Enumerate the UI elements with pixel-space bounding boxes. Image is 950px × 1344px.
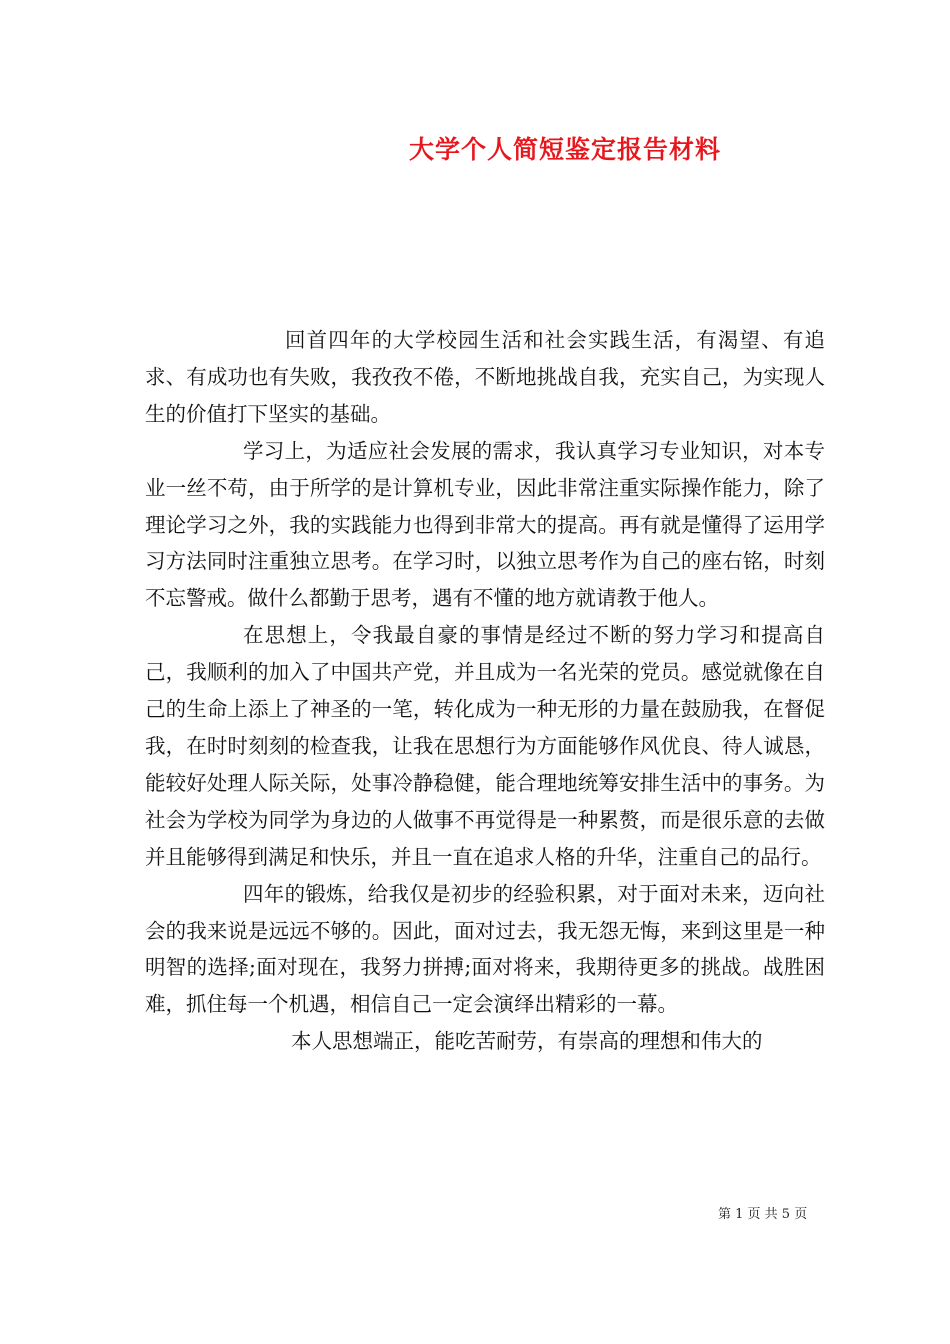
paragraph-review: 回首四年的大学校园生活和社会实践生活，有渴望、有追求、有成功也有失败，我孜孜不倦，不断地挑战自我，充实自己，为实现人生的价值打下坚实的基础。: [145, 328, 825, 426]
paragraph-thought: 在思想上，令我最自豪的事情是经过不断的努力学习和提高自己，我顺利的加入了中国共产党，并且成为一名光荣的党员。感觉就像在自己的生命上添上了神圣的一笔，转化成为一种无形的力量在鼓励我，在督促我，在时时刻刻的检查我，让我在思想行为方面能够作风优良、待人诚恳，能较好处理人际关际，处事冷静稳健，能合理地统筹安排生活中的事务。为社会为学校为同学为身边的人做事不再觉得是一种累赘，而是很乐意的去做并且能够得到满足和快乐，并且一直在追求人格的升华，注重自己的品行。: [145, 623, 825, 869]
document-title: 大学个人简短鉴定报告材料: [408, 135, 721, 164]
document-body: [145, 322, 825, 1060]
page-number: 第 1 页 共 5 页: [718, 1207, 808, 1222]
paragraph-training: 四年的锻炼，给我仅是初步的经验积累，对于面对未来，迈向社会的我来说是远远不够的。因此，面对过去，我无怨无悔，来到这里是一种明智的选择;面对现在，我努力拼搏;面对将来，我期待更多的挑战。战胜困难，抓住每一个机遇，相信自己一定会演绎出精彩的一幕。: [145, 881, 825, 1017]
paragraph-self-assessment: 本人思想端正，能吃苦耐劳，有崇高的理想和伟大的: [291, 1029, 763, 1054]
paragraph-study: 学习上，为适应社会发展的需求，我认真学习专业知识，对本专业一丝不苟，由于所学的是计算机专业，因此非常注重实际操作能力，除了理论学习之外，我的实践能力也得到非常大的提高。再有就是懂得了运用学习方法同时注重独立思考。在学习时，以独立思考作为自己的座右铭，时刻不忘警戒。做什么都勤于思考，遇有不懂的地方就请教于他人。: [145, 438, 825, 611]
